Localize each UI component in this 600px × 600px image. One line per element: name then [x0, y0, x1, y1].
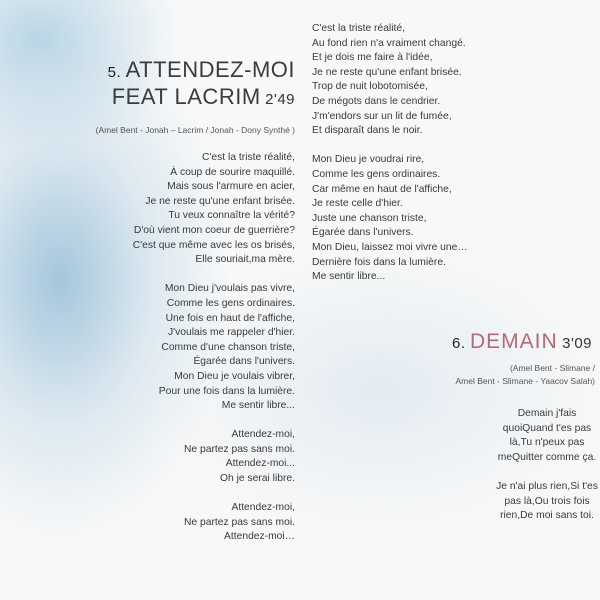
- song5-title-line2: [35, 85, 295, 112]
- song6-lyric-line: De moi sans toi.: [520, 510, 594, 522]
- song5-lyrics-right: [312, 22, 592, 285]
- song5-lyric-line: J'voulais me rappeler d'hier.: [168, 327, 295, 339]
- song5-lyric-line: Je reste celle d'hier.: [312, 198, 403, 210]
- song5-lyric-line: Attendez-moi...: [225, 458, 295, 470]
- stanza-gap: [35, 268, 295, 283]
- stanza-gap: [492, 465, 600, 480]
- song6-lyric-line: Quitter comme ça.: [512, 451, 597, 463]
- song5-lyric-line: Égarée dans l'univers.: [193, 356, 295, 368]
- song5-lyric-line: Attendez-moi,: [231, 502, 295, 514]
- song6-lyrics: [492, 407, 600, 524]
- song5-credits: (Amel Bent - Jonah – Lacrim / Jonah - Dony Synthé ): [95, 125, 295, 135]
- song6-title: DEMAIN: [469, 330, 558, 353]
- song5-lyric-line: Tu veux connaître la vérité?: [168, 210, 295, 222]
- song5-lyric-line: Ne partez pas sans moi.: [183, 516, 295, 528]
- song5-lyric-line: Mon Dieu je voudrai rire,: [312, 154, 425, 166]
- song5-lyric-line: Me sentir libre...: [312, 271, 386, 283]
- song5-lyric-line: Je ne reste qu'une enfant brisée.: [145, 195, 295, 207]
- song5-lyric-line: Oh je serai libre.: [220, 473, 295, 485]
- song5-lyric-line: J'm'endors sur un lit de fumée,: [312, 110, 452, 122]
- song6-number: 6.: [452, 335, 466, 352]
- song5-lyric-line: Car même en haut de l'affiche,: [312, 183, 452, 195]
- song5-left-column: [35, 58, 295, 545]
- song6-credits: [312, 362, 595, 388]
- song6-lyric-line: Quand t'es pas là,: [509, 422, 592, 449]
- song5-lyric-line: C'est la triste réalité,: [312, 23, 405, 34]
- song5-lyric-line: Mon Dieu, laissez moi vivre une…: [312, 241, 468, 253]
- song5-lyric-line: C'est que même avec les os brisés,: [132, 239, 295, 251]
- song5-lyric-line: Juste une chanson triste,: [312, 212, 427, 224]
- song5-lyric-line: Une fois en haut de l'affiche,: [165, 312, 295, 324]
- song5-lyric-line: Égarée dans l'univers.: [312, 227, 414, 239]
- song6-lyric-line: Je n'ai plus rien,: [496, 480, 571, 492]
- song5-lyric-line: Ne partez pas sans moi.: [183, 443, 295, 455]
- song5-lyric-line: D'où vient mon coeur de guerrière?: [133, 224, 295, 236]
- song6-header: [312, 330, 595, 388]
- song5-lyric-line: Pour une fois dans la lumière.: [158, 385, 295, 397]
- song6-credits-line2: Amel Bent - Slimane - Yaacov Salah): [455, 376, 595, 386]
- stanza-gap: [35, 414, 295, 429]
- stanza-gap: [312, 139, 592, 154]
- song5-title: ATTENDEZ-MOI: [125, 57, 295, 82]
- song5-lyric-line: Elle souriait,ma mère.: [195, 254, 295, 266]
- song5-duration: 2'49: [265, 91, 295, 108]
- song5-number: 5.: [107, 64, 122, 81]
- song5-lyric-line: Au fond rien n'a vraiment changé.: [312, 37, 466, 49]
- song5-title-line1: [35, 58, 295, 85]
- song5-lyric-line: Comme les gens ordinaires.: [166, 297, 295, 309]
- song5-lyric-line: Dernière fois dans la lumière.: [312, 256, 446, 268]
- song6-credits-line1: (Amel Bent - Slimane /: [509, 363, 595, 373]
- song5-lyric-line: De mégots dans le cendrier.: [312, 95, 441, 107]
- song6-duration: 3'09: [562, 335, 592, 352]
- song5-lyric-line: Mais sous l'armure en acier,: [167, 181, 295, 193]
- right-column: [312, 22, 595, 386]
- song6-lyric-line: Demain j'fais quoi: [502, 408, 577, 434]
- song6-title-line: [312, 330, 592, 356]
- song5-lyric-line: C'est la triste réalité,: [202, 152, 295, 163]
- song5-lyric-line: Je ne reste qu'une enfant brisée.: [312, 66, 462, 78]
- song5-lyric-line: À coup de sourire maquillé.: [170, 166, 295, 178]
- song5-lyric-line: Attendez-moi…: [224, 531, 295, 543]
- song6-lyric-line: Si t'es pas là,: [504, 480, 598, 507]
- song5-featuring: FEAT LACRIM: [111, 84, 261, 109]
- song6-lyric-line: Tu n'peux pas me: [497, 437, 585, 463]
- song5-lyric-line: Comme les gens ordinaires.: [312, 168, 441, 180]
- song5-lyric-line: Trop de nuit lobotomisée,: [312, 81, 428, 93]
- song5-lyrics-left: [35, 151, 295, 545]
- song5-lyric-line: Et je dois me faire à l'idée,: [312, 52, 433, 64]
- stanza-gap: [35, 487, 295, 502]
- song5-lyric-line: Me sentir libre...: [221, 400, 295, 412]
- song5-lyric-line: Et disparaît dans le noir.: [312, 125, 423, 137]
- song6-lyric-line: Ou trois fois rien,: [500, 495, 590, 522]
- song5-lyric-line: Mon Dieu je voulais vibrer,: [174, 370, 295, 382]
- song5-lyric-line: Mon Dieu j'voulais pas vivre,: [164, 283, 295, 295]
- song5-lyric-line: Attendez-moi,: [231, 429, 295, 441]
- song5-lyric-line: Comme d'une chanson triste,: [161, 341, 295, 353]
